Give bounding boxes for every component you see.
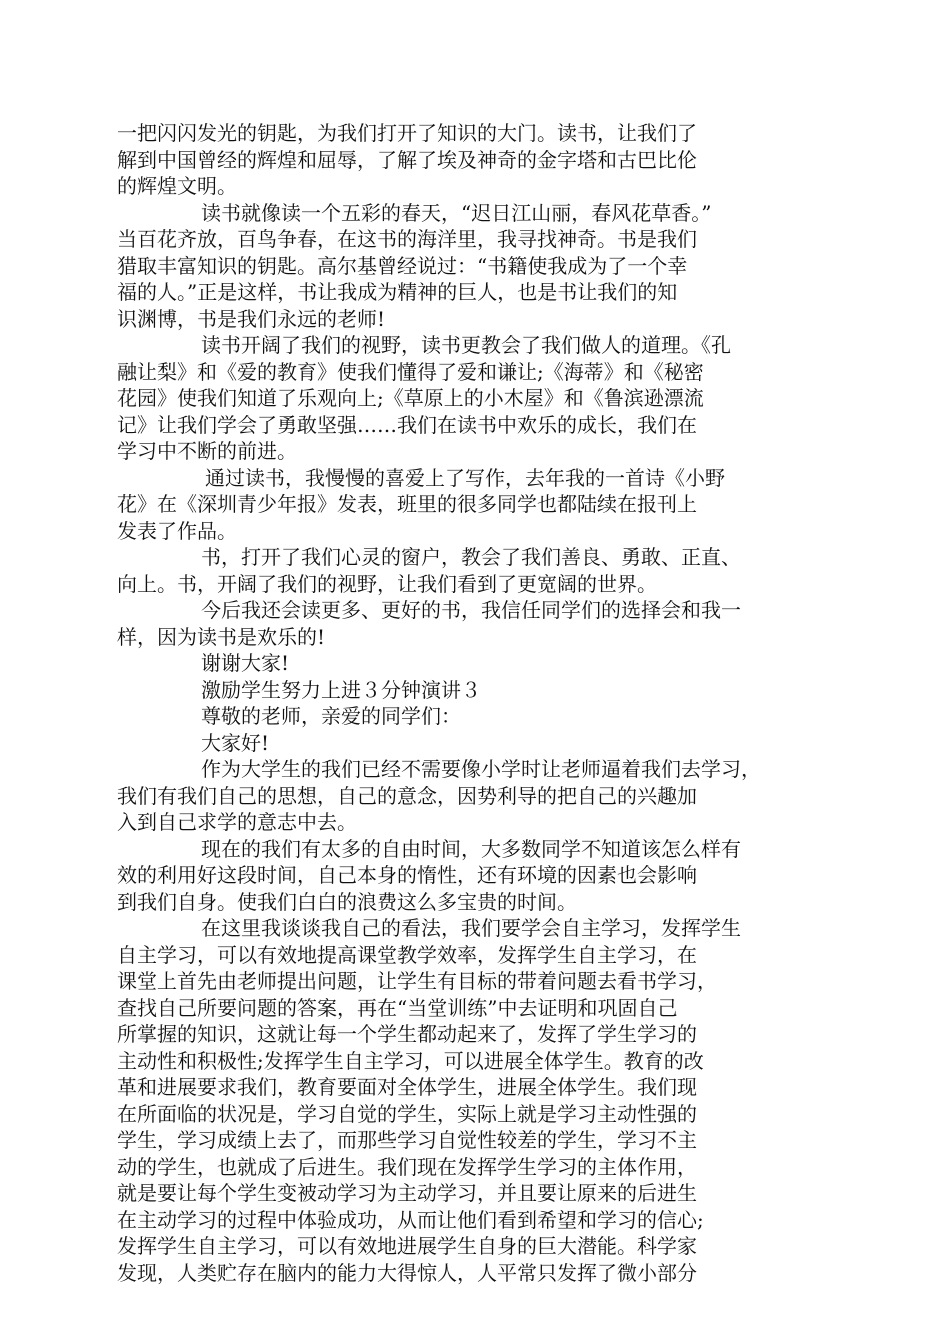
text-line: 猎取丰富知识的钥匙。高尔基曾经说过：“书籍使我成为了一个幸 [117, 253, 688, 278]
text-line: 当百花齐放，百鸟争春，在这书的海洋里，我寻找神奇。书是我们 [117, 227, 697, 251]
text-line: 作为大学生的我们已经不需要像小学时让老师逼着我们去学习， [201, 757, 761, 781]
text-line: 在主动学习的过程中体验成功，从而让他们看到希望和学习的信心; [117, 1207, 704, 1232]
text-line: 效的利用好这段时间，自己本身的惰性，还有环境的因素也会影响 [117, 863, 697, 887]
text-line: 福的人。”正是这样，书让我成为精神的巨人，也是书让我们的知 [117, 280, 678, 304]
text-line: 自主学习，可以有效地提高课堂教学效率，发挥学生自主学习，在 [117, 942, 697, 967]
text-line: 查找自己所要问题的答案，再在“当堂训练”中去证明和巩固自己 [117, 995, 678, 1020]
text-line: 读书开阔了我们的视野，读书更教会了我们做人的道理。《孔 [201, 333, 731, 357]
text-line: 一把闪闪发光的钥匙，为我们打开了知识的大门。读书，让我们了 [117, 121, 697, 145]
text-line: 在这里我谈谈我自己的看法，我们要学会自主学习，发挥学生 [201, 916, 741, 940]
text-line: 就是要让每个学生变被动学习为主动学习，并且要让原来的后进生 [117, 1181, 697, 1205]
text-line: 我们有我们自己的思想，自己的意念，因势利导的把自己的兴趣加 [117, 783, 697, 808]
text-line: 学生，学习成绩上去了，而那些学习自觉性较差的学生，学习不主 [117, 1128, 697, 1152]
text-line: 融让梨》和《爱的教育》使我们懂得了爱和谦让;《海蒂》和《秘密 [117, 359, 704, 384]
document-body [117, 120, 821, 1286]
text-line: 激励学生努力上进３分钟演讲３ [201, 677, 481, 702]
text-line: 动的学生，也就成了后进生。我们现在发挥学生学习的主体作用， [117, 1154, 697, 1179]
text-line: 大家好! [201, 730, 270, 755]
text-line: 革和进展要求我们，教育要面对全体学生，进展全体学生。我们现 [117, 1075, 697, 1099]
text-line: 向上。书，开阔了我们的视野，让我们看到了更宽阔的世界。 [117, 571, 657, 596]
text-line: 解到中国曾经的辉煌和屈辱，了解了埃及神奇的金字塔和古巴比伦 [117, 147, 697, 172]
text-line: 识渊博，书是我们永远的老师! [117, 306, 386, 331]
text-line: 尊敬的老师，亲爱的同学们： [201, 704, 461, 728]
text-line: 通过读书，我慢慢的喜爱上了写作，去年我的一首诗《小野 [205, 465, 725, 490]
text-line: 发挥学生自主学习，可以有效地进展学生自身的巨大潜能。科学家 [117, 1234, 697, 1258]
text-line: 样，因为读书是欢乐的! [117, 624, 326, 649]
text-line: 发表了作品。 [117, 518, 237, 543]
text-line: 入到自己求学的意志中去。 [117, 810, 357, 834]
text-line: 记》让我们学会了勇敢坚强……我们在读书中欢乐的成长，我们在 [117, 412, 697, 437]
text-line: 今后我还会读更多、更好的书，我信任同学们的选择会和我一 [201, 598, 741, 622]
text-line: 谢谢大家! [201, 651, 290, 675]
text-line: 读书就像读一个五彩的春天，“迟日江山丽，春风花草香。” [201, 200, 712, 225]
text-line: 在所面临的状况是，学习自觉的学生，实际上就是学习主动性强的 [117, 1101, 697, 1126]
text-line: 学习中不断的前进。 [117, 439, 297, 463]
text-line: 到我们自身。使我们白白的浪费这么多宝贵的时间。 [117, 889, 577, 914]
text-line: 花》在《深圳青少年报》发表，班里的很多同学也都陆续在报刊上 [117, 492, 697, 516]
text-line: 主动性和积极性;发挥学生自主学习，可以进展全体学生。教育的改 [117, 1048, 704, 1073]
text-line: 的辉煌文明。 [117, 174, 237, 198]
text-line: 书，打开了我们心灵的窗户，教会了我们善良、勇敢、正直、 [201, 545, 741, 569]
text-line: 现在的我们有太多的自由时间，大多数同学不知道该怎么样有 [201, 836, 741, 861]
text-line: 发现，人类贮存在脑内的能力大得惊人，人平常只发挥了微小部分 [117, 1260, 697, 1285]
text-line: 花园》使我们知道了乐观向上;《草原上的小木屋》和《鲁滨逊漂流 [117, 386, 704, 410]
text-line: 所掌握的知识，这就让每一个学生都动起来了，发挥了学生学习的 [117, 1022, 697, 1046]
text-line: 课堂上首先由老师提出问题，让学生有目标的带着问题去看书学习， [117, 969, 717, 993]
